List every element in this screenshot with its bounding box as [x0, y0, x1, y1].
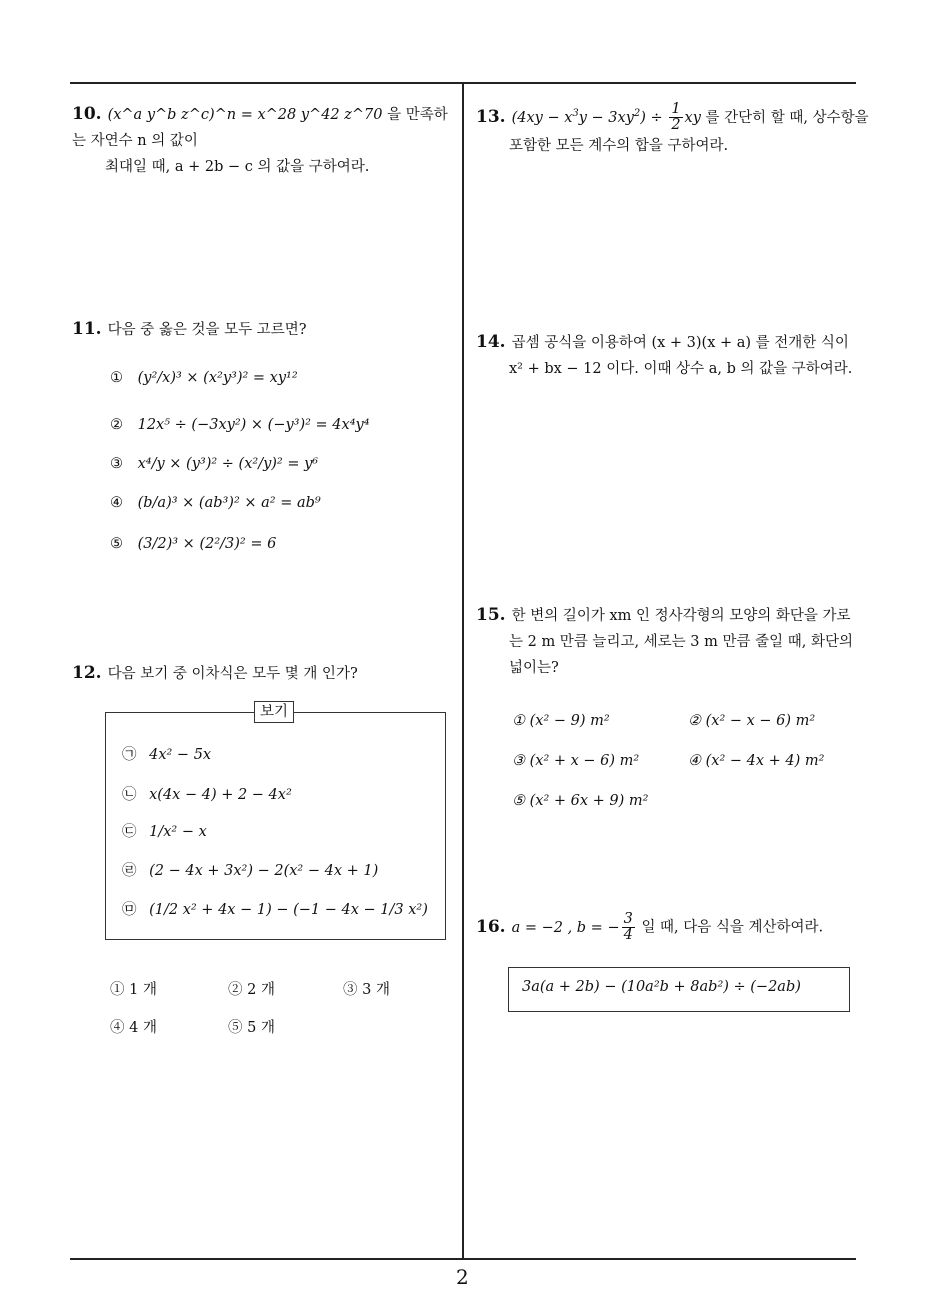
question-number: 12.	[72, 663, 102, 683]
question-math: a = −2 , b = − $\frac{3}{4}$	[511, 911, 633, 943]
option-expr: x⁴/y × (y³)² ÷ (x²/y)² = y⁶	[137, 456, 319, 472]
question-text: 다음 중 옳은 것을 모두 고르면?	[107, 322, 307, 338]
choice-5: ⑤ 5 개	[228, 1020, 275, 1036]
question-text: 최대일 때, a + 2b − c 의 값을 구하여라.	[105, 159, 370, 175]
option-1	[110, 370, 298, 386]
item-mark: ㉡	[122, 787, 137, 803]
fraction: $\frac{3}{4}$	[623, 911, 633, 943]
choice-4: ④ (x² − 4x + 4) m²	[688, 753, 825, 769]
example-item-4	[122, 859, 378, 880]
question-math: (x^a y^b z^c)^n = x^28 y^42 z^70	[107, 107, 383, 123]
question-text: 을 만족하는 자연수 n 의 값이	[72, 107, 448, 149]
choice-3: ③ 3 개	[343, 982, 390, 998]
option-mark: ①	[110, 370, 123, 386]
item-expr: (2 − 4x + 3x²) − 2(x² − 4x + 1)	[149, 863, 379, 879]
choice-1: ① (x² − 9) m²	[512, 713, 610, 729]
question-10	[72, 101, 457, 180]
example-item-2	[122, 783, 292, 804]
option-mark: ③	[110, 456, 123, 472]
question-text: 는 2 m 만큼 늘리고, 세로는 3 m 만큼 줄일 때, 화단의	[509, 634, 853, 650]
item-expr: 4x² − 5x	[149, 747, 212, 763]
question-math: $(4xy - x^3y - 3xy^2)$ ÷ $\frac{1}{2}$ xy	[511, 101, 701, 134]
example-box-label: 보기	[254, 701, 294, 723]
option-5	[110, 536, 276, 552]
item-mark: ㉣	[122, 863, 137, 879]
fraction: $\frac{1}{2}$	[671, 101, 681, 134]
item-expr: x(4x − 4) + 2 − 4x²	[149, 787, 292, 803]
choice-4: ④ 4 개	[110, 1020, 157, 1036]
question-text: 한 변의 길이가 xm 인 정사각형의 모양의 화단을 가로	[511, 608, 851, 624]
question-number: 10.	[72, 104, 102, 124]
choice-1: ① 1 개	[110, 982, 157, 998]
question-14	[476, 329, 861, 382]
question-text: 를 간단히 할 때, 상수항을	[705, 109, 869, 126]
option-4	[110, 495, 321, 511]
question-text: 넓이는?	[509, 660, 559, 676]
question-number: 11.	[72, 319, 102, 339]
choice-5: ⑤ (x² + 6x + 9) m²	[512, 793, 649, 809]
choice-2: ② 2 개	[228, 982, 275, 998]
column-divider	[462, 82, 464, 1259]
option-3	[110, 456, 318, 472]
option-mark: ②	[110, 417, 123, 433]
page-number: 2	[456, 1265, 469, 1289]
question-16	[476, 912, 866, 943]
choice-3: ③ (x² + x − 6) m²	[512, 753, 640, 769]
option-expr: 12x⁵ ÷ (−3xy²) × (−y³)² = 4x⁴y⁴	[137, 417, 370, 433]
option-expr: (b/a)³ × (ab³)² × a² = ab⁹	[137, 495, 321, 511]
item-mark: ㉢	[122, 824, 137, 840]
example-item-1	[122, 743, 211, 764]
question-text: 다음 보기 중 이차식은 모두 몇 개 인가?	[107, 666, 358, 682]
question-text: 곱셈 공식을 이용하여 (x + 3)(x + a) 를 전개한 식이	[511, 335, 849, 351]
question-13	[476, 101, 869, 159]
question-number: 14.	[476, 332, 506, 352]
bottom-rule	[70, 1258, 856, 1260]
question-text: 포함한 모든 계수의 합을 구하여라.	[509, 138, 729, 155]
question-text: x² + bx − 12 이다. 이때 상수 a, b 의 값을 구하여라.	[509, 361, 853, 377]
example-item-3	[122, 820, 207, 841]
option-expr: (3/2)³ × (2²/3)² = 6	[137, 536, 277, 552]
item-expr: (1/2 x² + 4x − 1) − (−1 − 4x − 1/3 x²)	[149, 902, 428, 918]
option-mark: ⑤	[110, 536, 123, 552]
question-text: 일 때, 다음 식을 계산하여라.	[641, 919, 824, 936]
boxed-expression: 3a(a + 2b) − (10a²b + 8ab²) ÷ (−2ab)	[522, 979, 801, 995]
example-item-5	[122, 898, 428, 919]
option-2	[110, 417, 370, 433]
question-12	[72, 660, 457, 687]
item-mark: ㉤	[122, 902, 137, 918]
option-expr: (y²/x)³ × (x²y³)² = xy¹²	[137, 370, 298, 386]
question-number: 15.	[476, 605, 506, 625]
question-number: 13.	[476, 106, 506, 127]
choice-2: ② (x² − x − 6) m²	[688, 713, 816, 729]
question-11	[72, 316, 457, 343]
item-expr: 1/x² − x	[149, 824, 207, 840]
question-number: 16.	[476, 916, 506, 937]
item-mark: ㉠	[122, 747, 137, 763]
question-15	[476, 602, 866, 681]
option-mark: ④	[110, 495, 123, 511]
